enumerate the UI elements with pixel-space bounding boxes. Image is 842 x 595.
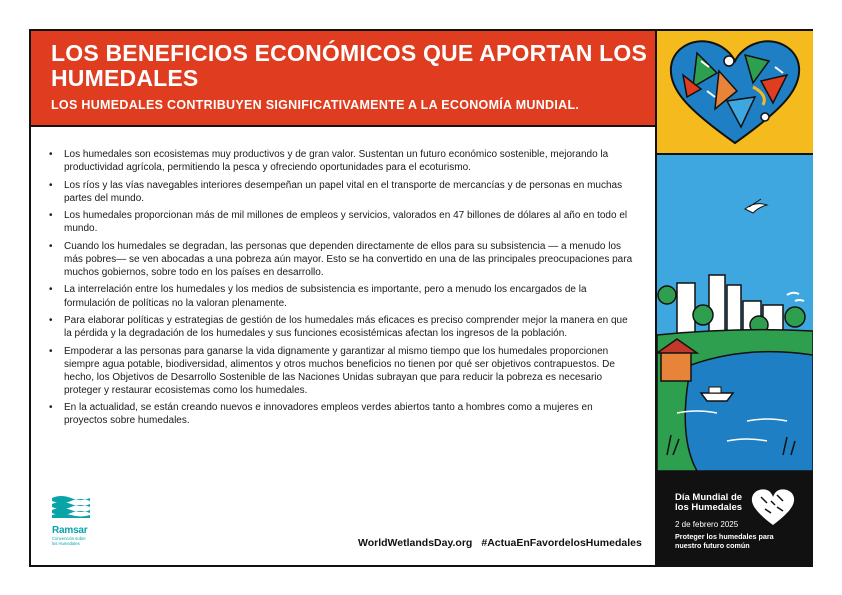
page-title: LOS BENEFICIOS ECONÓMICOS QUE APORTAN LOS HUMEDALES: [51, 40, 648, 91]
list-item: [38, 179, 638, 205]
list-item: [38, 401, 638, 427]
wetland-scene-panel: [657, 155, 813, 473]
ramsar-tagline-1: Convención sobre: [52, 536, 86, 541]
bullet-text: Los humedales proporcionan más de mil millones de empleos y servicios, valorados en 47 billones de dólares al año en todo el mundo.: [64, 210, 628, 235]
bullet-icon: •: [49, 314, 53, 326]
bullet-text: Cuando los humedales se degradan, las personas que dependen directamente de ellos para su subsistencia — a menudo los más pobres— se ven abocadas a una pobreza aún mayor. Esto se ha convertido en una de las principales preocupaciones para muchos gobiernos, sobre todo en los países en desarrollo.: [64, 240, 633, 278]
heart-illustration-panel: [657, 31, 813, 155]
list-item: [38, 283, 638, 309]
bullet-icon: •: [49, 149, 53, 160]
hashtag-text: #ActuaEnFavordelosHumedales: [481, 537, 642, 549]
bullet-text: En la actualidad, se están creando nuevos e innovadores empleos verdes abiertos tanto a hombres como a mujeres en proyectos sobre humedales.: [64, 402, 593, 427]
bullet-icon: •: [49, 284, 53, 296]
wetlands-day-title: Día Mundial de los Humedales: [675, 492, 743, 513]
wetlands-day-slogan: Proteger los humedales para nuestro futuro común: [675, 532, 774, 550]
wetlands-day-box: [657, 473, 813, 565]
ramsar-waves-icon: [52, 494, 90, 518]
city-wetland-illustration: [657, 155, 813, 471]
heart-mosaic-icon: [657, 31, 813, 153]
bullet-text: Para elaborar políticas y estrategias de gestión de los humedales más eficaces es preciso comprender mejor la manera en que la pérdida y la degradación de los humedales y sus funciones ecosistémicas afectan los ingresos de la población.: [64, 314, 628, 340]
main-content: [38, 148, 638, 432]
page-subtitle: LOS HUMEDALES CONTRIBUYEN SIGNIFICATIVAMENTE A LA ECONOMÍA MUNDIAL.: [51, 98, 580, 112]
ramsar-name: Ramsar: [52, 525, 88, 536]
list-item: [38, 148, 638, 174]
list-item: [38, 345, 638, 397]
footer-links: [358, 537, 651, 549]
bullet-text: Los humedales son ecosistemas muy productivos y de gran valor. Sustentan un futuro económico sostenible, mejorando la productividad agrícola, permitiendo la pesca y ofreciendo oportunidades para el ecoturismo.: [64, 149, 609, 174]
list-item: [38, 240, 638, 279]
website-link[interactable]: WorldWetlandsDay.org: [358, 537, 473, 549]
bullet-icon: •: [49, 179, 53, 191]
ramsar-logo: [52, 494, 92, 546]
bullet-text: Los ríos y las vías navegables interiores desempeñan un papel vital en el transporte de mercancías y de personas en muchas partes del mundo.: [64, 179, 623, 204]
wetlands-day-heart-icon: [749, 487, 797, 527]
bullet-text: Empoderar a las personas para ganarse la vida dignamente y garantizar al mismo tiempo que los humedales proporcionen siempre agua potable, biodiversidad, alimentos y otros muchos beneficios no tienen por qué ser objetivos contrapuestos. De hecho, los Objetivos de Desarrollo Sostenible de las Naciones Unidas subrayan que para reducir la pobreza es necesario proteger y restaurar ecosistemas como los humedales.: [64, 345, 615, 396]
bullet-icon: •: [49, 402, 53, 414]
header-banner: [31, 31, 655, 127]
ramsar-tagline-2: los Humedales: [52, 541, 80, 546]
bullet-list: [38, 148, 638, 428]
list-item: [38, 314, 638, 340]
bullet-icon: •: [49, 240, 53, 252]
wetlands-day-date: 2 de febrero 2025: [675, 520, 739, 529]
bullet-text: La interrelación entre los humedales y los medios de subsistencia es importante, pero a menudo los encargados de la formulación de políticas no la valoran plenamente.: [64, 284, 587, 309]
bullet-icon: •: [49, 345, 53, 357]
bullet-icon: •: [49, 210, 53, 222]
list-item: [38, 209, 638, 235]
